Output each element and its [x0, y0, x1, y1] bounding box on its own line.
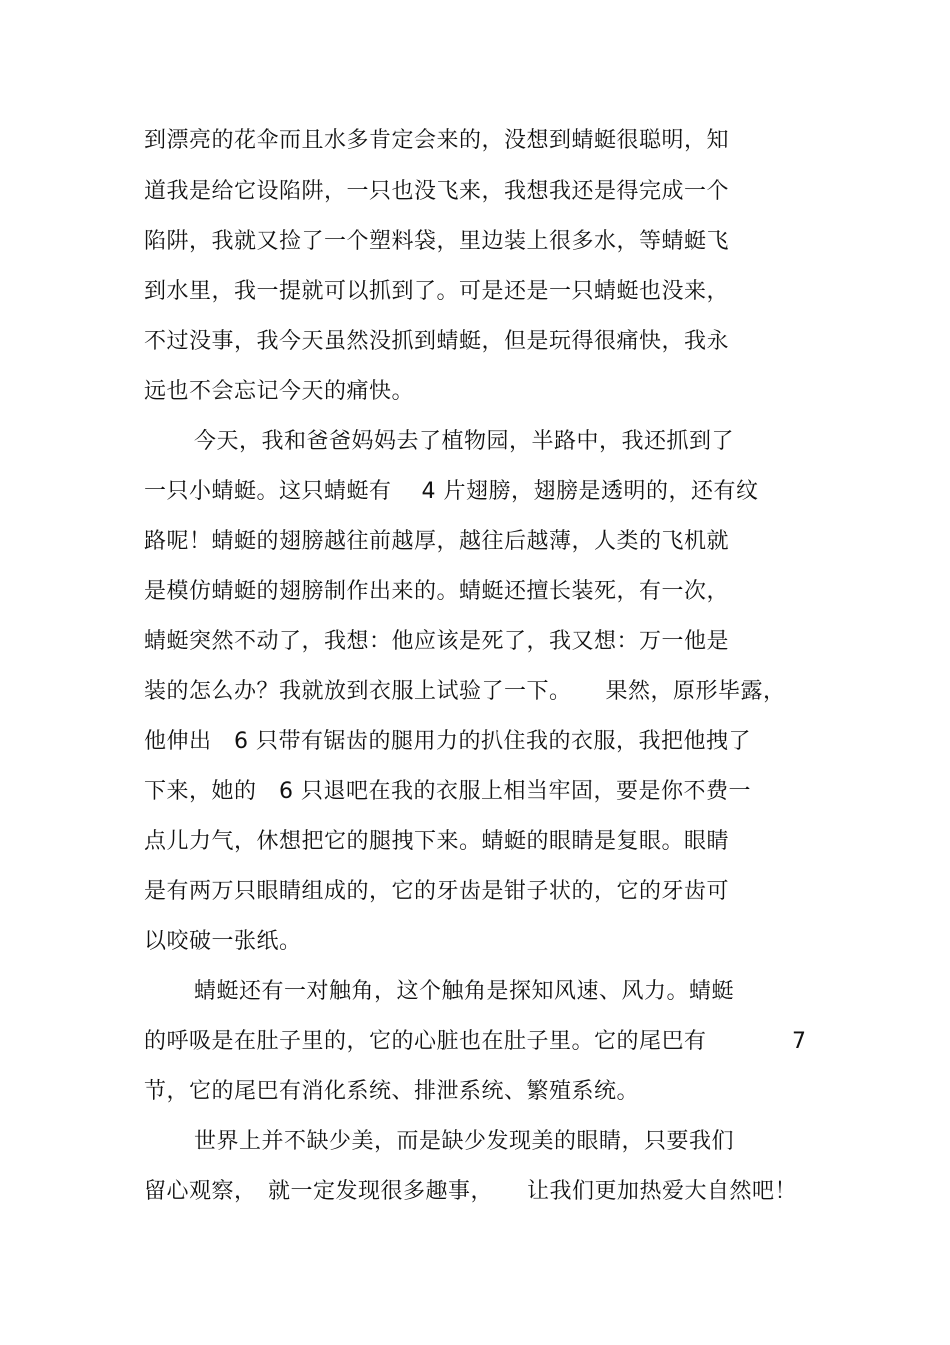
text-line-number: 7	[792, 1029, 807, 1054]
text-line: 不过没事，我今天虽然没抓到蜻蜓，但是玩得很痛快，我永	[144, 329, 730, 354]
text-line: 以咬破一张纸。	[144, 929, 302, 954]
text-line: 装的怎么办？我就放到衣服上试验了一下。 果然，原形毕露，	[144, 679, 786, 704]
text-line: 是模仿蜻蜓的翅膀制作出来的。蜻蜓还擅长装死，有一次，	[144, 579, 730, 604]
text-line: 道我是给它设陷阱，一只也没飞来，我想我还是得完成一个	[144, 179, 730, 204]
text-line: 路呢！蜻蜓的翅膀越往前越厚，越往后越薄，人类的飞机就	[144, 529, 730, 554]
text-line: 是有两万只眼睛组成的，它的牙齿是钳子状的，它的牙齿可	[144, 879, 730, 904]
text-line: 他伸出 6 只带有锯齿的腿用力的扒住我的衣服，我把他拽了	[144, 729, 751, 754]
text-line: 远也不会忘记今天的痛快。	[144, 379, 415, 404]
paragraph-first-line: 今天，我和爸爸妈妈去了植物园，半路中，我还抓到了	[194, 429, 735, 454]
text-line: 陷阱，我就又捡了一个塑料袋，里边装上很多水，等蜻蜓飞	[144, 229, 730, 254]
text-line: 留心观察， 就一定发现很多趣事， 让我们更加热爱大自然吧！	[144, 1179, 798, 1204]
text-line: 到水里，我一提就可以抓到了。可是还是一只蜻蜓也没来，	[144, 279, 730, 304]
text-line: 蜻蜓突然不动了，我想：他应该是死了，我又想：万一他是	[144, 629, 730, 654]
paragraph-first-line: 世界上并不缺少美，而是缺少发现美的眼睛，只要我们	[194, 1129, 735, 1154]
text-line: 点儿力气，休想把它的腿拽下来。蜻蜓的眼睛是复眼。眼睛	[144, 829, 730, 854]
text-line: 的呼吸是在肚子里的，它的心脏也在肚子里。它的尾巴有	[144, 1029, 707, 1054]
text-line: 下来，她的 6 只退吧在我的衣服上相当牢固，要是你不费一	[144, 779, 751, 804]
text-line: 节，它的尾巴有消化系统、排泄系统、繁殖系统。	[144, 1079, 640, 1104]
text-line: 到漂亮的花伞而且水多肯定会来的，没想到蜻蜓很聪明，知	[144, 128, 730, 153]
paragraph-first-line: 蜻蜓还有一对触角，这个触角是探知风速、风力。蜻蜓	[194, 979, 735, 1004]
text-line: 一只小蜻蜓。这只蜻蜓有 4 片翅膀，翅膀是透明的，还有纹	[144, 479, 759, 504]
